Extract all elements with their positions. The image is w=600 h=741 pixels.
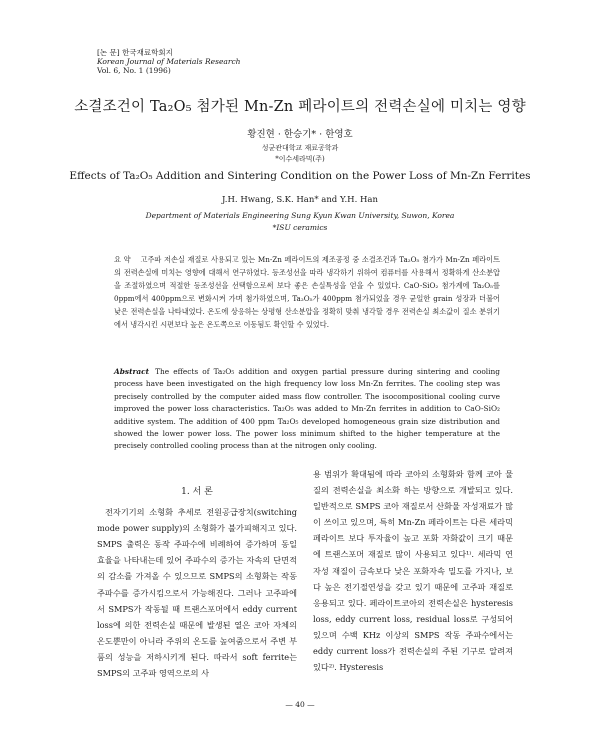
body-paragraph-left: 전자기기의 소형화 추세로 전원공급장치(switching mode power supply)의 소형화가 불가피해지고 있다. SMPS 출력은 동작 주파수에 비례하여 증가하며 동일 효율을 나타내는데 있어 주파수의 증가는 자속의 단면적의 감소를 가져올 수 있으므로 SMPS의 소형화는 작동 주파수를 증가시킴으로서 가능해진다. 그러나 고주파에서 SMPS가 작동될 때 트랜스포머에서 eddy current loss에 의한 전력손실 때문에 발생된 열은 코아 자체의 온도뿐만이 아니라 주위의 온도를 높여줌으로서 주변 부품의 성능을 저하시키게 된다. 따라서 soft ferrite는 SMPS의 고주파 영역으로의 사 bbox=[97, 507, 297, 679]
page-number: — 40 — bbox=[285, 700, 315, 709]
affiliation-en bbox=[0, 210, 600, 234]
authors-ko: 황진현 · 한승기* · 한영호 bbox=[247, 129, 353, 140]
abstract-ko bbox=[114, 253, 500, 331]
paper-title-en: Effects of Ta₂O₅ Addition and Sintering Condition on the Power Loss of Mn-Zn Ferrites bbox=[69, 170, 531, 182]
abstract-ko-label: 요 약 bbox=[114, 255, 131, 264]
body-column-right bbox=[313, 466, 513, 675]
affiliation-ko bbox=[0, 143, 600, 165]
abstract-en bbox=[114, 366, 500, 453]
authors-en: J.H. Hwang, S.K. Han* and Y.H. Han bbox=[222, 195, 378, 205]
affiliation-ko-line2: *이수세라믹(주) bbox=[275, 155, 325, 163]
affiliation-ko-line1: 성균관대학교 재료공학과 bbox=[261, 144, 339, 152]
journal-volume: Vol. 6, No. 1 (1996) bbox=[97, 66, 171, 75]
body-paragraph-right: 용 범위가 확대됨에 따라 코아의 소형화와 함께 코아 물질의 전력손실을 최소화 하는 방향으로 개발되고 있다. 일반적으로 SMPS 코아 재질로서 산화물 자성재료가 많이 쓰이고 있으며, 특히 Mn-Zn 페라이트는 다른 세라믹 페라이트 보다 투자율이 높고 포화 자화값이 크기 때문에 트랜스포머 재질로 많이 사용되고 있다¹⁾. 세라믹 연자성 재질이 금속보다 낮은 포화자속 밀도를 가지나, 보다 높은 전기절연성을 갖고 있기 때문에 고주파 재질로 응용되고 있다. 페라이트코아의 전력손실은 hysteresis loss, eddy current loss, residual loss로 구성되어 있으며 수백 KHz 이상의 SMPS 작동 주파수에서는 eddy current loss가 전력손실의 주된 기구로 알려져 있다²⁾. Hysteresis bbox=[313, 469, 513, 673]
journal-header bbox=[97, 48, 240, 75]
journal-name-ko: [논 문] 한국재료학회지 bbox=[97, 48, 173, 57]
journal-name-en: Korean Journal of Materials Research bbox=[97, 57, 241, 66]
abstract-en-label: Abstract bbox=[114, 367, 150, 376]
abstract-ko-text: 고주파 저손실 재질로 사용되고 있는 Mn-Zn 페라이트의 제조공정 중 소결조건과 Ta₂O₅ 첨가가 Mn-Zn 페라이트의 전력손실에 미치는 영향에 대해서 연구하였다. 등조성선을 따라 냉각하기 위하여 컴퓨터를 사용해서 정확하게 산소분압을 조절하였으며 적절한 등조성선을 선택함으로써 보다 좋은 손실특성을 얻을 수 있었다. CaO-SiO₂ 첨가계에 Ta₂O₅를 0ppm에서 400ppm으로 변화시켜 가며 첨가하였으며, Ta₂O₅가 400ppm 첨가되었을 경우 균일한 grain 성장과 더불어 낮은 전력손실을 나타내었다. 온도에 상응하는 상평형 산소분압을 정확히 맞춰 냉각할 경우 전력손실 최소값이 질소 분위기에서 냉각시킨 시편보다 높은 온도쪽으로 이동됨도 확인할 수 있었다. bbox=[114, 255, 501, 329]
body-column-left bbox=[97, 484, 297, 681]
abstract-en-text: The effects of Ta₂O₅ addition and oxygen partial pressure during sintering and cooling process have been investigated on the high frequency low loss Mn-Zn ferrites. The cooling step was precisely controlled by the computer aided mass flow controller. The isocompositional cooling curve improved the power loss characteristics. Ta₂O₅ was added to Mn-Zn ferrites in addition to CaO-SiO₂ additive system. The addition of 400 ppm Ta₂O₅ developed homogeneous grain size distribution and showed the lower power loss. The power loss minimum shifted to the higher temperature at the precisely controlled cooling process than at the nitrogen only cooling. bbox=[114, 367, 500, 451]
section-heading-introduction: 1. 서 론 bbox=[181, 487, 213, 497]
paper-title-ko: 소결조건이 Ta₂O₅ 첨가된 Mn-Zn 페라이트의 전력손실에 미치는 영향 bbox=[74, 99, 526, 115]
affiliation-en-line2: *ISU ceramics bbox=[272, 223, 328, 232]
affiliation-en-line1: Department of Materials Engineering Sung Kyun Kwan University, Suwon, Korea bbox=[145, 211, 455, 220]
